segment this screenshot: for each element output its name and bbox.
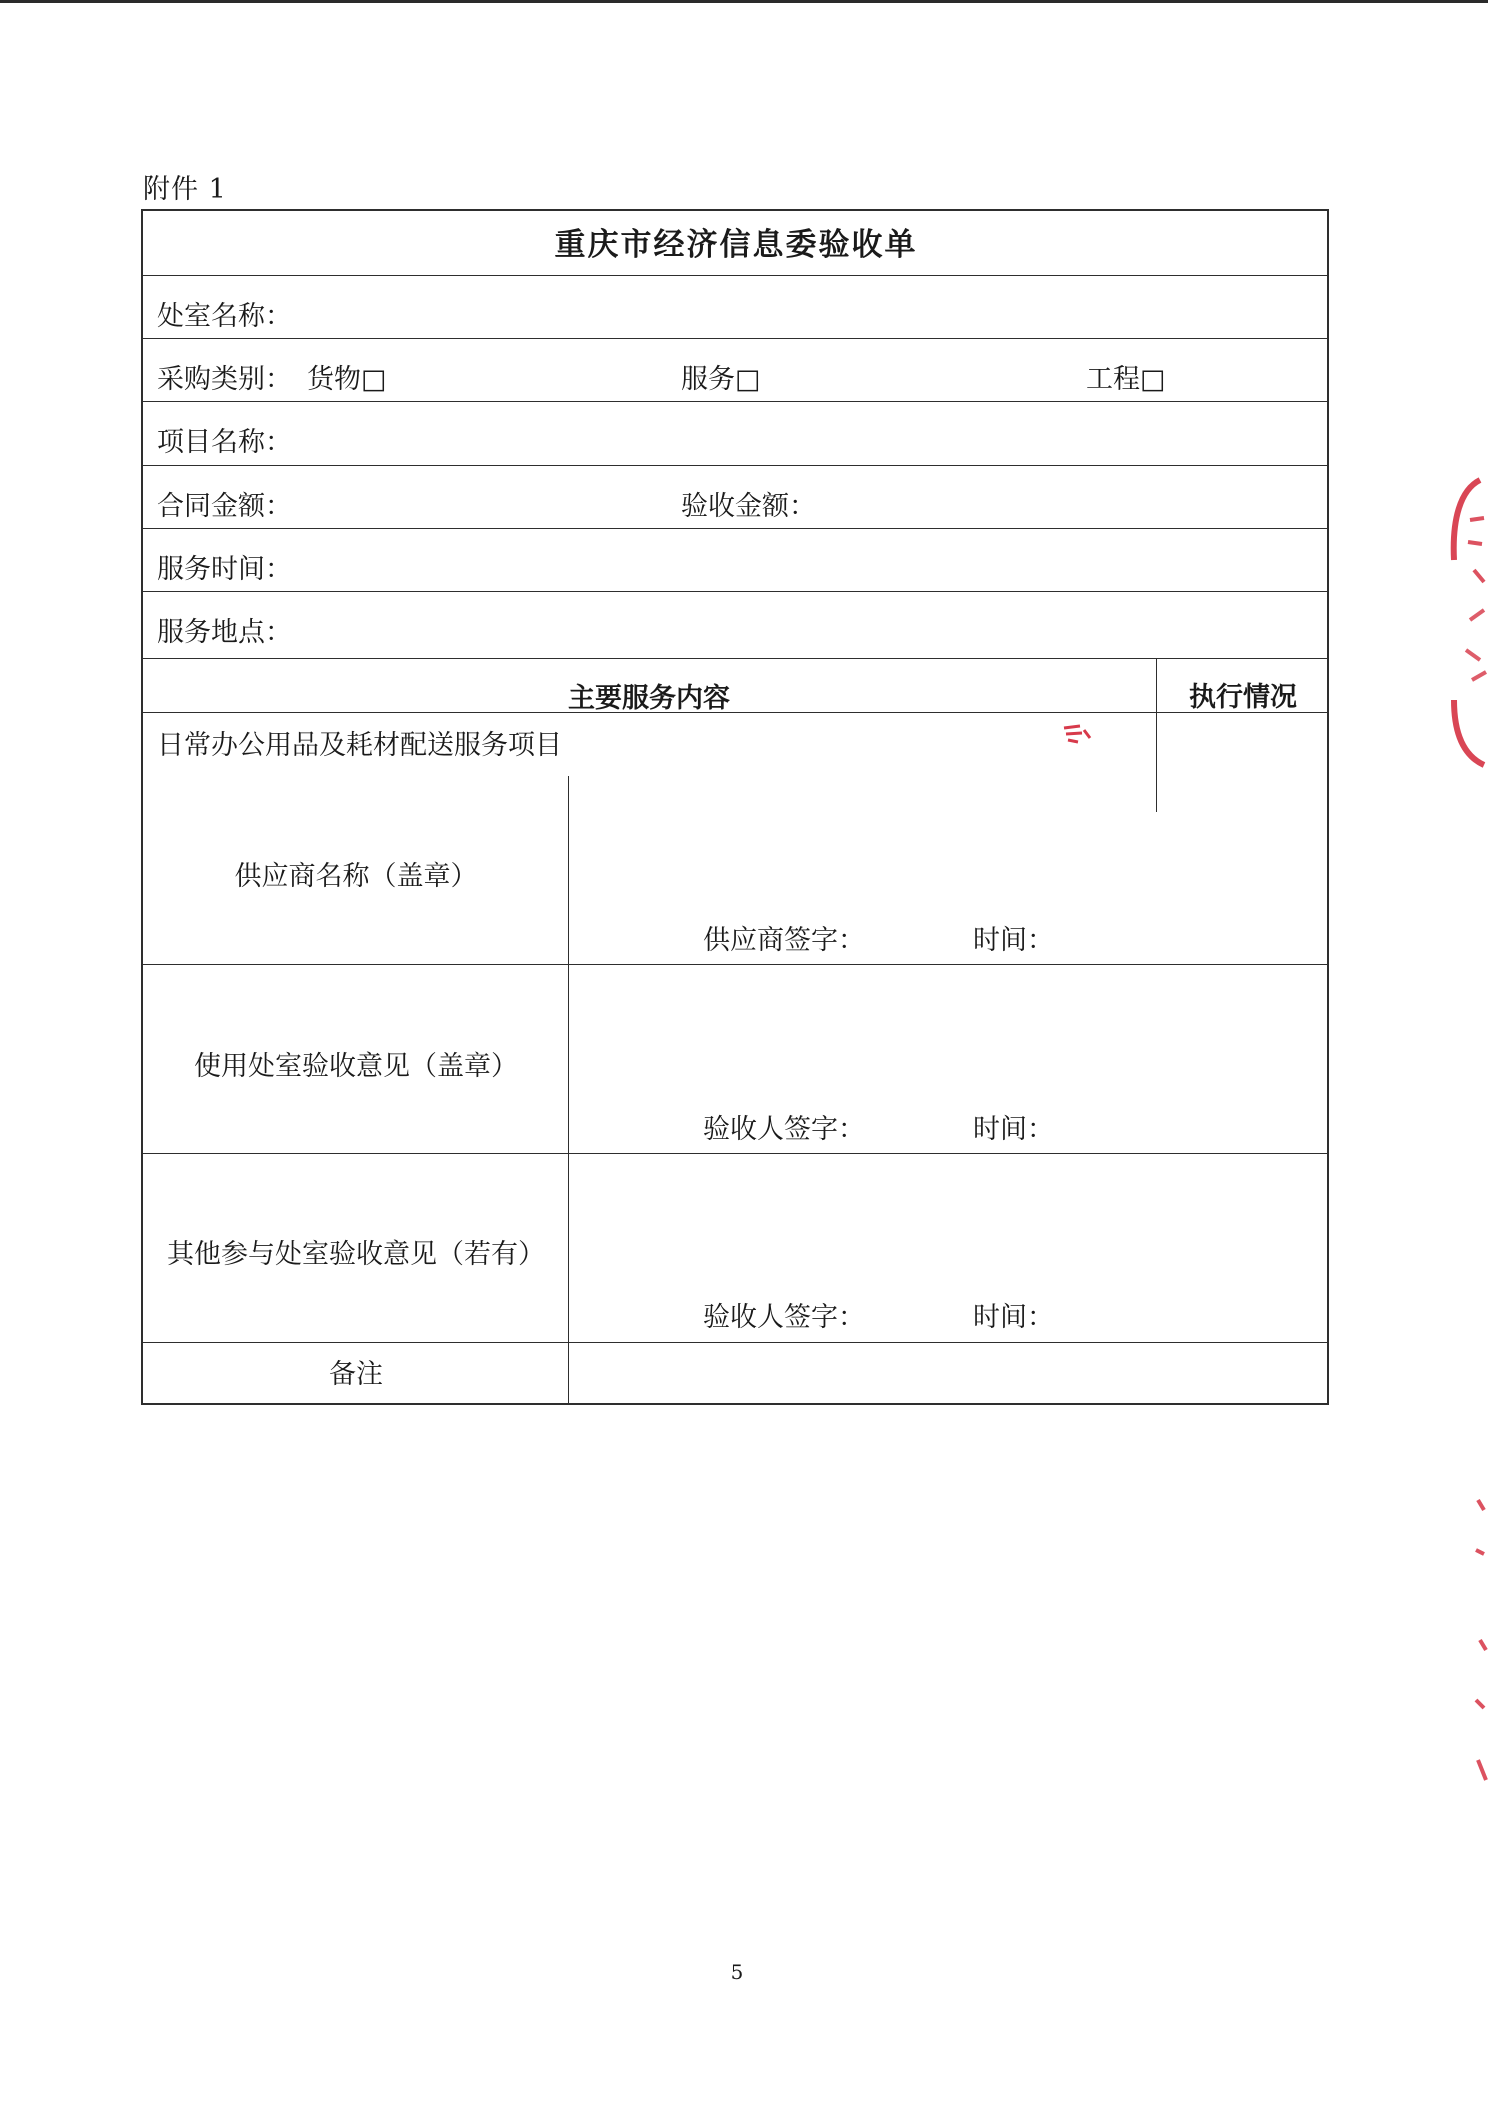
row-divider bbox=[143, 528, 1329, 529]
project-name-label: 项目名称： bbox=[157, 427, 292, 458]
row-divider bbox=[143, 658, 1329, 659]
row-divider bbox=[143, 712, 1329, 713]
service-time-label: 服务时间： bbox=[157, 554, 292, 585]
acceptance-form bbox=[141, 209, 1329, 1405]
supplier-sign-label: 供应商签字： bbox=[703, 925, 865, 956]
remarks-label: 备注 bbox=[329, 1359, 383, 1390]
page-number: 5 bbox=[730, 1960, 744, 1984]
using-office-sign-label: 验收人签字： bbox=[703, 1114, 865, 1145]
main-content-header: 主要服务内容 bbox=[568, 683, 730, 714]
row-divider bbox=[143, 275, 1329, 276]
main-content-value: 日常办公用品及耗材配送服务项目 bbox=[157, 730, 562, 761]
service-location-label: 服务地点： bbox=[157, 617, 292, 648]
other-office-label: 其他参与处室验收意见（若有） bbox=[167, 1239, 545, 1270]
procurement-engineering-option: 工程□ bbox=[1086, 364, 1166, 395]
stamp-fragment bbox=[1060, 720, 1100, 750]
supplier-time-label: 时间： bbox=[973, 925, 1054, 956]
other-office-sign-label: 验收人签字： bbox=[703, 1302, 865, 1333]
other-office-time-label: 时间： bbox=[973, 1302, 1054, 1333]
row-divider bbox=[143, 1153, 1329, 1154]
using-office-label: 使用处室验收意见（盖章） bbox=[194, 1051, 518, 1082]
row-divider bbox=[143, 964, 1329, 965]
acceptance-amount-label: 验收金额： bbox=[681, 491, 816, 522]
contract-amount-label: 合同金额： bbox=[157, 491, 292, 522]
procurement-services-option: 服务□ bbox=[681, 364, 761, 395]
row-divider bbox=[143, 1342, 1329, 1343]
form-title: 重庆市经济信息委验收单 bbox=[554, 227, 918, 263]
supplier-label: 供应商名称（盖章） bbox=[234, 861, 478, 892]
office-name-label: 处室名称： bbox=[157, 301, 292, 332]
using-office-time-label: 时间： bbox=[973, 1114, 1054, 1145]
column-divider bbox=[568, 776, 569, 1405]
row-divider bbox=[143, 401, 1329, 402]
execution-header: 执行情况 bbox=[1189, 682, 1297, 713]
procurement-label: 采购类别： bbox=[157, 364, 292, 395]
seam-seal-icon bbox=[1440, 460, 1488, 780]
procurement-goods-option: 货物□ bbox=[307, 364, 387, 395]
attachment-label: 附件 1 bbox=[143, 174, 227, 205]
row-divider bbox=[143, 465, 1329, 466]
row-divider bbox=[143, 591, 1329, 592]
row-divider bbox=[143, 338, 1329, 339]
seam-seal-icon bbox=[1470, 1490, 1488, 1790]
column-divider bbox=[1156, 658, 1157, 812]
scan-edge bbox=[0, 0, 1488, 3]
